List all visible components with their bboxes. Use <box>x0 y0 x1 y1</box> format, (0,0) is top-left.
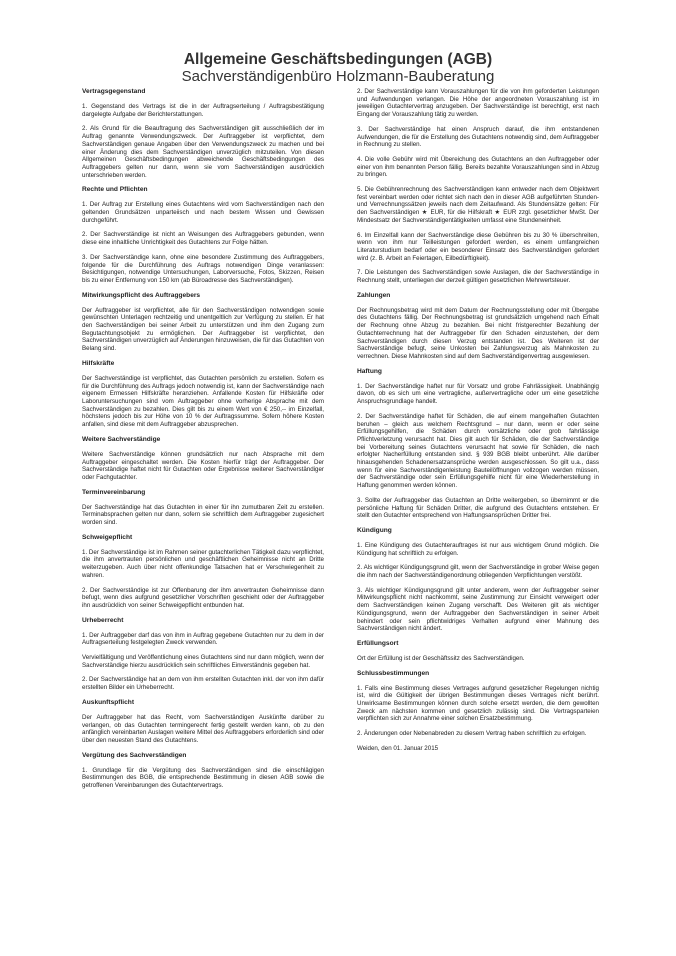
paragraph: 1. Der Sachverständige haftet nur für Vorsatz und grobe Fahrlässigkeit. Unabhängig davon, ob es sich um eine vertragliche, außervertragliche oder um eine gesetzliche Anspruchsgrundlage handelt. <box>357 382 599 406</box>
paragraph: Vervielfältigung und Veröffentlichung eines Gutachtens sind nur dann möglich, wenn der Sachverständige hierzu ausdrücklich sein schriftliches Einverständnis gegeben hat. <box>82 654 324 669</box>
paragraph: 1. Gegenstand des Vertrags ist die in der Auftragserteilung / Auftragsbestätigung dargelegte Aufgabe der Berichterstattungen. <box>82 103 324 118</box>
paragraph: 1. Der Sachverständige ist im Rahmen seiner gutachterlichen Tätigkeit dazu verpflichtet, die ihm anvertrauten persönlichen und geschäftlichen Geheimnisse nicht an Dritte weiterzugeben. Auch über nicht offenkundige Tatsachen hat er Verschwiegenheit zu wahren. <box>82 548 324 579</box>
paragraph: 1. Falls eine Bestimmung dieses Vertrages aufgrund gesetzlicher Regelungen nichtig ist, wird die Gültigkeit der übrigen Bestimmungen dieses Vertrages nicht berührt. Unwirksame Bestimmungen können durch solche ersetzt werden, die dem gewollten Zweck am nächsten kommen und gesetzlich zulässig sind. Die Vertragsparteien verpflichten sich zur Annahme einer solchen Ersatzbestimmung. <box>357 684 599 723</box>
section-heading-vertragsgegenstand: Vertragsgegenstand <box>82 88 146 95</box>
right-column <box>357 88 599 760</box>
section-heading-urheberrecht: Urheberrecht <box>82 616 124 624</box>
paragraph: 2. Der Sachverständige kann Vorauszahlungen für die von ihm geforderten Leistungen und Aufwendungen verlangen. Die Höhe der angeordneten Vorauszahlung ist im jeweiligen Gutachtervertrag anzugeben. Der Sachverständige ist berechtigt, erst nach Eingang der Vorauszahlung tätig zu werden. <box>357 88 599 119</box>
paragraph: 3. Der Sachverständige kann, ohne eine besondere Zustimmung des Auftraggebers, folgende für die Durchführung des Auftrags notwendigen Dinge veranlassen: Besichtigungen, notwendige Untersuchungen, Laborversuche, Fotos, Skizzen, Reisen bis zu einer Entfernung von 150 km (ab Büroadresse des Sachverständigen). <box>82 253 324 284</box>
section-heading-kuendigung: Kündigung <box>357 526 392 534</box>
paragraph: Der Rechnungsbetrag wird mit dem Datum der Rechnungsstellung oder mit Übergabe des Gutachtens fällig. Der Rechnungsbetrag ist grundsätzlich umgehend nach Erhalt der Rechnung ohne Abzug zu bezahlen. Bei nicht fristgerechter Bezahlung der Gutachterrechnung hat der Auftraggeber für den Schaden einzustehen, der dem Sachverständigen durch diesen Verzug entstanden ist. Des Weiteren ist der Sachverständige befugt, seine Unkosten bei Zahlungsverzug als Mahnkosten zu verrechnen. Diese Mahnkosten sind auf dem Sachverständigenvertrag ausgewiesen. <box>357 306 599 360</box>
paragraph: Der Auftraggeber ist verpflichtet, alle für den Sachverständigen notwendigen sowie gewünschten Unterlagen rechtzeitig und unentgeltlich zur Verfügung zu stellen. Er hat den Sachverständigen bei seiner Arbeit zu unterstützen und ihm den Zugang zum Begutachtungsobjekt zu ermöglichen. Der Auftraggeber ist verpflichtet, den Sachverständigen unverzüglich auf Änderungen hinzuweisen, die für das Gutachten von Belang sind. <box>82 306 324 353</box>
paragraph: 5. Die Gebührenrechnung des Sachverständigen kann entweder nach dem Objektwert fest vereinbart werden oder richtet sich nach den in dieser AGB aufgeführten Stunden- und Verrechnungssätzen jeweils nach dem Zeitaufwand. Als Stundensätze gelten: Für den Sachverständigen ★ EUR, für die Hilfskraft ★ EUR zzgl. gesetzlicher MwSt. Der Mindestsatz der Sachverständigentätigkeiten umfasst eine Stundeneinheit. <box>357 186 599 224</box>
left-column <box>82 88 324 797</box>
section-heading-terminvereinbarung: Terminvereinbarung <box>82 488 146 496</box>
section-heading-erfuellungsort: Erfüllungsort <box>357 639 399 647</box>
paragraph: 1. Der Auftrag zur Erstellung eines Gutachtens wird vom Sachverständigen nach den geltenden Grundsätzen unparteiisch und nach bestem Wissen und Gewissen durchgeführt. <box>82 201 324 224</box>
paragraph: 2. Änderungen oder Nebenabreden zu diesem Vertrag haben schriftlich zu erfolgen. <box>357 730 587 738</box>
paragraph: 1. Grundlage für die Vergütung des Sachverständigen sind die einschlägigen Bestimmungen des BGB, die entsprechende Bestimmung in diesen AGB sowie die getroffenen Vereinbarungen des Gutachtervertrags. <box>82 766 324 790</box>
paragraph: 1. Eine Kündigung des Gutachterauftrages ist nur aus wichtigem Grund möglich. Die Kündigung hat schriftlich zu erfolgen. <box>357 541 599 557</box>
section-heading-rechte-pflichten: Rechte und Pflichten <box>82 186 148 194</box>
paragraph: 2. Als wichtiger Kündigungsgrund gilt, wenn der Sachverständige in grober Weise gegen die ihm nach der Sachverständigenordnung obliegenden Verpflichtungen verstößt. <box>357 564 599 580</box>
paragraph: 1. Der Auftraggeber darf das von ihm in Auftrag gegebene Gutachten nur zu dem in der Auftragserteilung festgelegten Zweck verwenden. <box>82 631 324 647</box>
paragraph: 2. Der Sachverständige ist nicht an Weisungen des Auftraggebers gebunden, wenn diese eine inhaltliche Unrichtigkeit des Gutachtens zur Folge hätten. <box>82 231 324 247</box>
section-heading-mitwirkungspflicht: Mitwirkungspflicht des Auftraggebers <box>82 291 201 299</box>
section-heading-zahlungen: Zahlungen <box>357 291 391 299</box>
paragraph: 3. Sollte der Auftraggeber das Gutachten an Dritte weitergeben, so übernimmt er die persönliche Haftung für Schäden Dritter, die aufgrund des Gutachtens entstehen. Er stellt den Gutachter entsprechend von Haftungsansprüchen Dritter frei. <box>357 496 599 520</box>
paragraph: Der Auftraggeber hat das Recht, vom Sachverständigen Auskünfte darüber zu verlangen, ob das Gutachten termingerecht fertig gestellt werden kann, ob zu den anfänglich vereinbarten Auslagen weitere Mittel des Auftraggebers erforderlich sind oder über den neuesten Stand des Gutachtens. <box>82 713 324 744</box>
paragraph: 2. Der Sachverständige hat an dem von ihm erstellten Gutachten inkl. der von ihm dafür erstellten Bilder ein Urheberrecht. <box>82 676 324 692</box>
paragraph: Der Sachverständige ist verpflichtet, das Gutachten persönlich zu erstellen. Sofern es für die Durchführung des Auftrags jedoch notwendig ist, kann der Sachverständige nach eigenem Ermessen Hilfskräfte heranziehen. Anfallende Kosten für Hilfskräfte oder Laboruntersuchungen sind vom Auftraggeber ohne vorherige Absprache mit dem Sachverständigen zu bezahlen. Dies gilt bis zu einem Wert von € 250,-- im Einzelfall, höchstens jedoch bis zur Höhe von 10 % der Auftragssumme. Sofern höhere Kosten anfallen, sind diese mit dem Auftraggeber abzusprechen. <box>82 374 324 429</box>
section-heading-schlussbestimmungen: Schlussbestimmungen <box>357 669 430 677</box>
paragraph: 2. Als Grund für die Beauftragung des Sachverständigen gilt ausschließlich der im Auftrag genannte Verwendungszweck. Der Auftraggeber ist verpflichtet, dem Sachverständigen genaue Angaben über den Verwendungszweck zu machen und bei einer Änderung dies dem Sachverständigen unverzüglich mitzuteilen. Von diesen Allgemeinen Geschäftsbedingungen abweichende Geschäftsbedingungen des Auftraggebers gelten nur dann, wenn sie vom Sachverständigen ausdrücklich unterschrieben werden. <box>82 125 324 179</box>
paragraph: 3. Der Sachverständige hat einen Anspruch darauf, die ihm entstandenen Aufwendungen, die für die Erstellung des Gutachtens notwendig sind, dem Auftraggeber in Rechnung zu stellen. <box>357 125 599 149</box>
section-heading-verguetung: Vergütung des Sachverständigen <box>82 751 187 759</box>
section-heading-auskunftspflicht: Auskunftspflicht <box>82 698 135 706</box>
paragraph: 2. Der Sachverständige ist zur Offenbarung der ihm anvertrauten Geheimnisse dann befugt, wenn dies aufgrund gesetzlicher Vorschriften geschieht oder der Auftraggeber ihn ausdrücklich von seiner Schweigepflicht entbunden hat. <box>82 586 324 609</box>
paragraph: 6. Im Einzelfall kann der Sachverständige diese Gebühren bis zu 30 % überschreiten, wenn von ihm nur Teilleistungen gefordert werden, es einem umfangreichen Literaturstudium bedarf oder ein besonderer Einsatz des Sachverständigen gefordert wird (z. B. Arbeit an Feiertagen, Eilbedürftigkeit). <box>357 231 599 262</box>
document-title: Allgemeine Geschäftsbedingungen (AGB) <box>183 51 493 68</box>
paragraph: Weitere Sachverständige können grundsätzlich nur nach Absprache mit dem Auftraggeber eingeschaltet werden. Die Kosten hierfür trägt der Auftraggeber. Der Sachverständige haftet nicht für Gutachten oder Ergebnisse weiterer Sachverständiger oder Fachgutachter. <box>82 450 324 481</box>
section-heading-hilfskraefte: Hilfskräfte <box>82 359 115 367</box>
paragraph: 2. Der Sachverständige haftet für Schäden, die auf einem mangelhaften Gutachten beruhen – gleich aus welchem Rechtsgrund – nur dann, wenn er oder seine Erfüllungsgehilfen, die Schäden durch vorsätzliche oder grob fahrlässige Pflichtverletzung verursacht hat. Dies gilt auch für Schäden, die der Sachverständige bei Vorbereitung seines Gutachtens verursacht hat sowie für Schäden, die nach erfolgter Nacherfüllung entstanden sind. § 939 BGB bleibt unberührt. Alle darüber hinausgehenden Schadenersatzansprüche werden ausgeschlossen. So gilt u.a., dass wenn für eine Sachverständigenleistung Bauteilöffnungen vollzogen werden müssen, der Sachverständige oder sein Erfüllungsgehilfe nicht für eine Wiederherstellung in Haftung genommen werden können. <box>357 412 599 490</box>
paragraph: Ort der Erfüllung ist der Geschäftssitz des Sachverständigen. <box>357 654 525 662</box>
paragraph: 7. Die Leistungen des Sachverständigen sowie Auslagen, die der Sachverständige in Rechnung stellt, unterliegen der derzeit gültigen gesetzlichen Mehrwertsteuer. <box>357 269 599 285</box>
paragraph: 4. Die volle Gebühr wird mit Übereichung des Gutachtens an den Auftraggeber oder einer von ihm benannten Person fällig. Bereits bezahlte Vorauszahlungen sind in Abzug zu bringen. <box>357 155 599 179</box>
paragraph: 3. Als wichtiger Kündigungsgrund gilt unter anderem, wenn der Auftraggeber seiner Mitwirkungspflicht nicht nachkommt, seine Zustimmung zur Einsicht verweigert oder dem Sachverständigen keinen Zugang verschafft. Des Weiteren gilt als wichtiger Kündigungsgrund, wenn der Auftraggeber den Sachverständigen in seiner Arbeit behindert oder sein pflichtwidriges Verhalten aufgrund einer Mahnung des Sachverständigen nicht ändert. <box>357 586 599 633</box>
paragraph: Der Sachverständige hat das Gutachten in einer für ihn zumutbaren Zeit zu erstellen. Terminabsprachen gelten nur dann, sofern sie schriftlich dem Auftraggeber zugesichert worden sind. <box>82 503 324 527</box>
document-subtitle: Sachverständigenbüro Holzmann-Bauberatung <box>181 68 495 85</box>
date-place: Weiden, den 01. Januar 2015 <box>357 744 439 752</box>
section-heading-haftung: Haftung <box>357 367 382 375</box>
section-heading-schweigepflicht: Schweigepflicht <box>82 533 133 541</box>
section-heading-weitere-sachverstaendige: Weitere Sachverständige <box>82 435 161 443</box>
